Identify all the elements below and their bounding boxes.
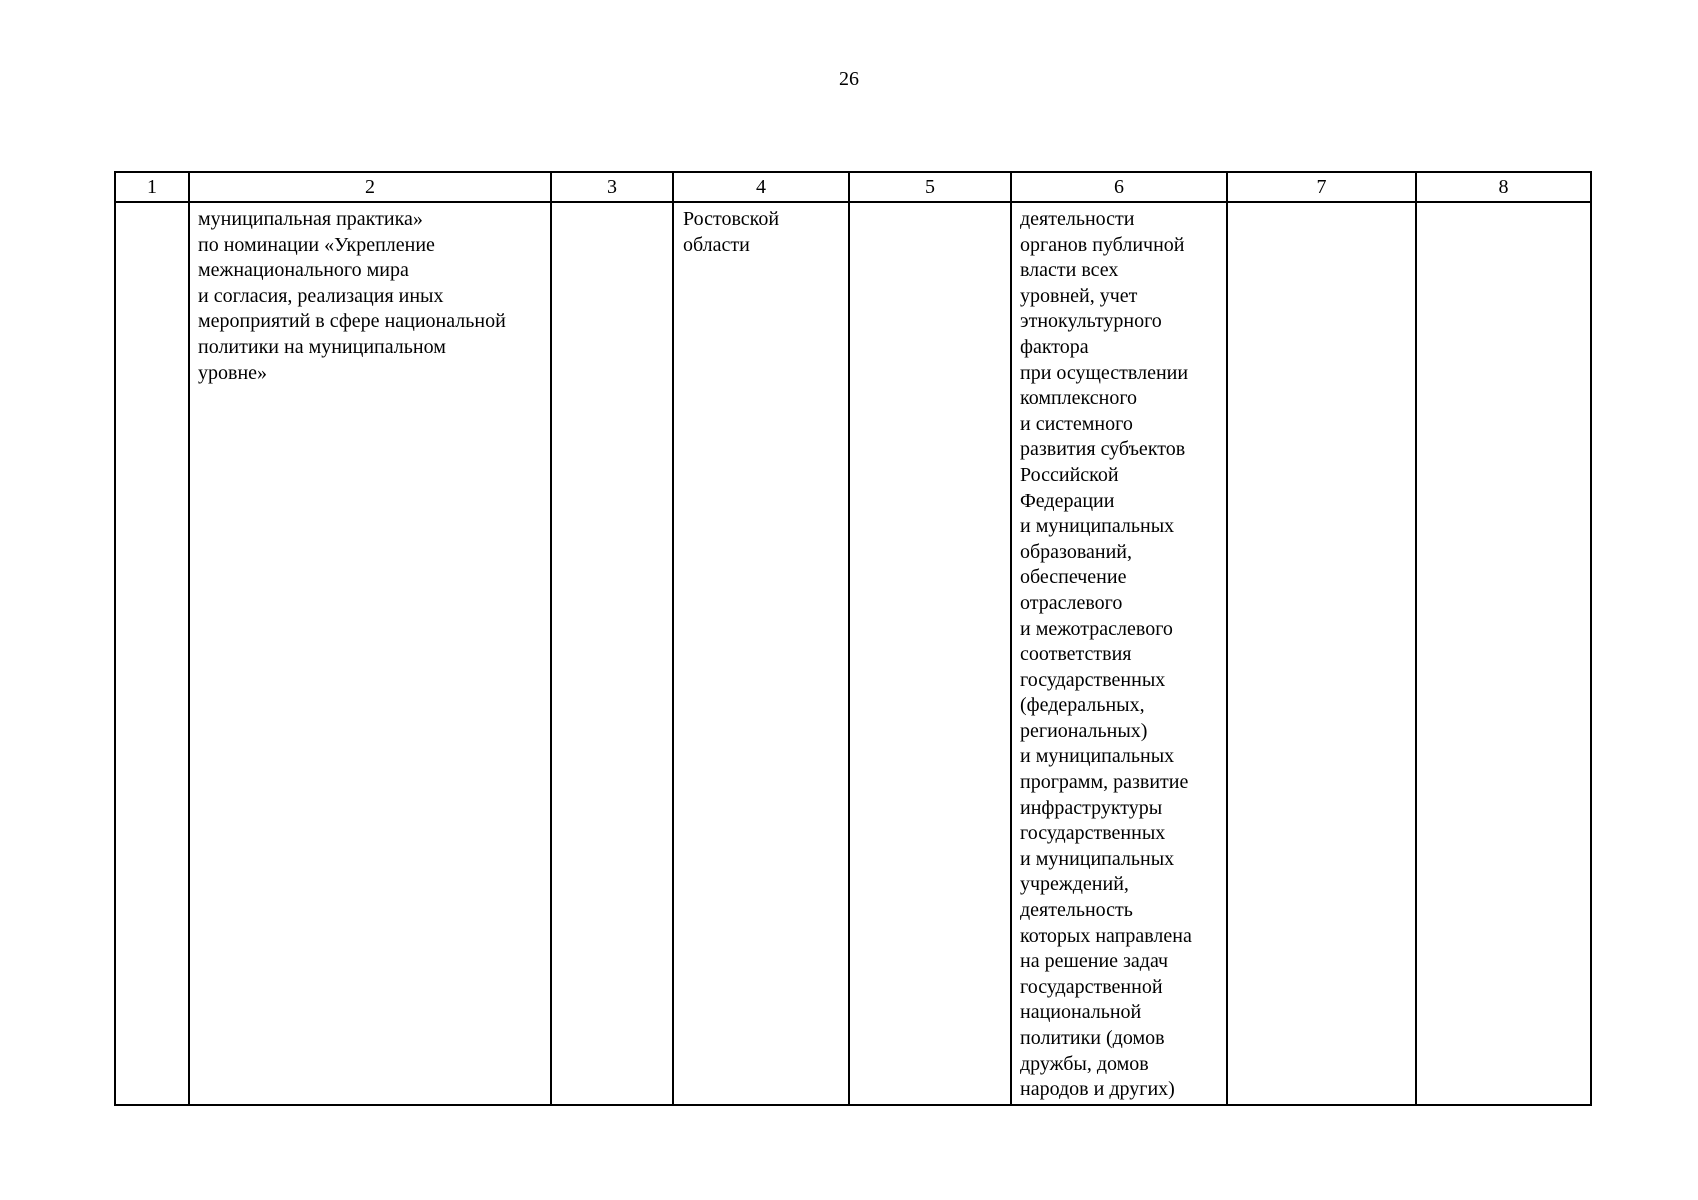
cell-text-col-1 [116,203,188,207]
cell-text-col-8 [1417,203,1590,207]
column-header-2: 2 [189,172,551,202]
column-header-5: 5 [849,172,1011,202]
cell-col-7 [1227,202,1416,1105]
column-header-6: 6 [1011,172,1227,202]
cell-text-col-2: муниципальная практика» по номинации «Укрепление межнационального мира и согласия, реализация иных мероприятий в сфере национальной политики на муниципальном уровне» [198,208,506,384]
cell-col-2 [189,202,551,1105]
cell-col-4 [673,202,849,1105]
column-header-1: 1 [115,172,189,202]
cell-col-3 [551,202,673,1105]
cell-col-8 [1416,202,1591,1105]
column-header-4: 4 [673,172,849,202]
column-header-8: 8 [1416,172,1591,202]
cell-col-1 [115,202,189,1105]
column-header-3: 3 [551,172,673,202]
cell-col-6 [1011,202,1227,1105]
cell-text-col-4: Ростовской области [683,208,780,256]
cell-text-col-7 [1228,203,1415,207]
cell-text-col-3 [552,203,672,207]
document-table [114,171,1592,1106]
column-header-7: 7 [1227,172,1416,202]
cell-text-col-5 [850,203,1010,207]
header-row [115,172,1591,202]
cell-col-5 [849,202,1011,1105]
table-row [115,202,1591,1105]
page-number: 26 [839,68,859,90]
cell-text-col-6: деятельности органов публичной власти всех уровней, учет этнокультурного фактора при осуществлении комплексного и системного развития субъектов Российской Федерации и муниципальных образований, обеспечение отраслевого и межотраслевого соответствия государственных (федеральных, региональных) и муниципальных программ, развитие инфраструктуры государственных и муниципальных учреждений, деятельность которых направлена на решение задач государственной национальной политики (домов дружбы, домов народов и других) [1020,208,1192,1101]
